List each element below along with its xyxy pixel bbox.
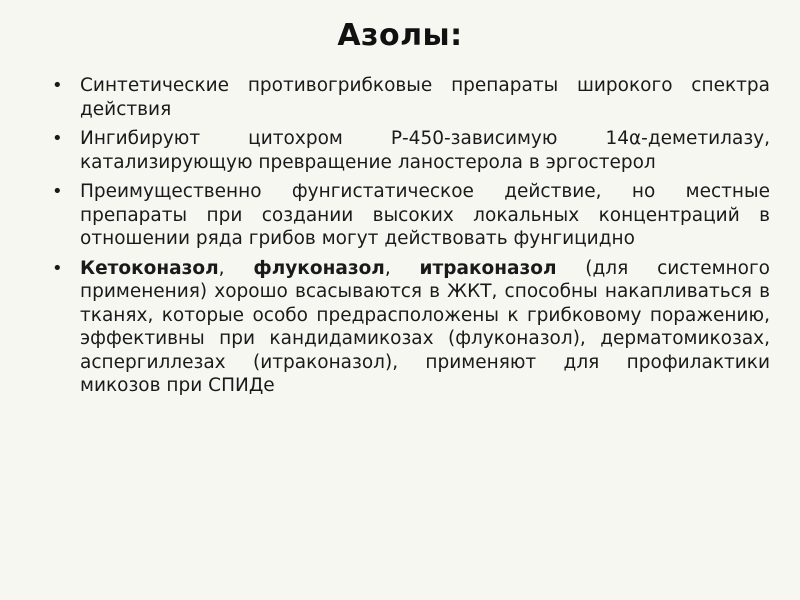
separator: , bbox=[218, 257, 254, 279]
bullet-text: Синтетические противогрибковые препараты широкого спектра действия bbox=[80, 75, 770, 120]
bullet-text: Преимущественно фунгистатическое действие, но местные препараты при создании высоких локальных концентраций в отношении ряда грибов могут действовать фунгицидно bbox=[80, 181, 770, 249]
drug-name-ketoconazole: Кетоконазол bbox=[80, 257, 219, 279]
bullet-item bbox=[50, 127, 770, 174]
bullet-marker: • bbox=[52, 181, 63, 202]
bullet-marker: • bbox=[52, 257, 63, 279]
bullet-text: (для системного применения) хорошо всасываются в ЖКТ, способны накапливаться в тканях, которые особо предрасположены к грибковому поражению, эффективны при кандидамикозах (флуконазол), дерматомикозах, аспергиллезах (итраконазол), применяют для профилактики микозов при СПИДе bbox=[80, 257, 770, 396]
bullet-item bbox=[50, 180, 770, 251]
drug-name-fluconazole: флуконазол bbox=[253, 257, 385, 279]
bullet-item bbox=[50, 257, 770, 398]
bullet-text: Ингибируют цитохром Р-450-зависимую 14α-деметилазу, катализирующую превращение ланостерола в эргостерол bbox=[80, 128, 770, 173]
slide-title: Азолы: bbox=[337, 18, 463, 53]
bullet-item bbox=[50, 74, 770, 121]
bullet-marker: • bbox=[52, 75, 63, 96]
bullet-list bbox=[50, 74, 770, 404]
drug-name-itraconazole: итраконазол bbox=[419, 257, 557, 279]
bullet-marker: • bbox=[52, 128, 63, 149]
separator: , bbox=[384, 257, 420, 279]
